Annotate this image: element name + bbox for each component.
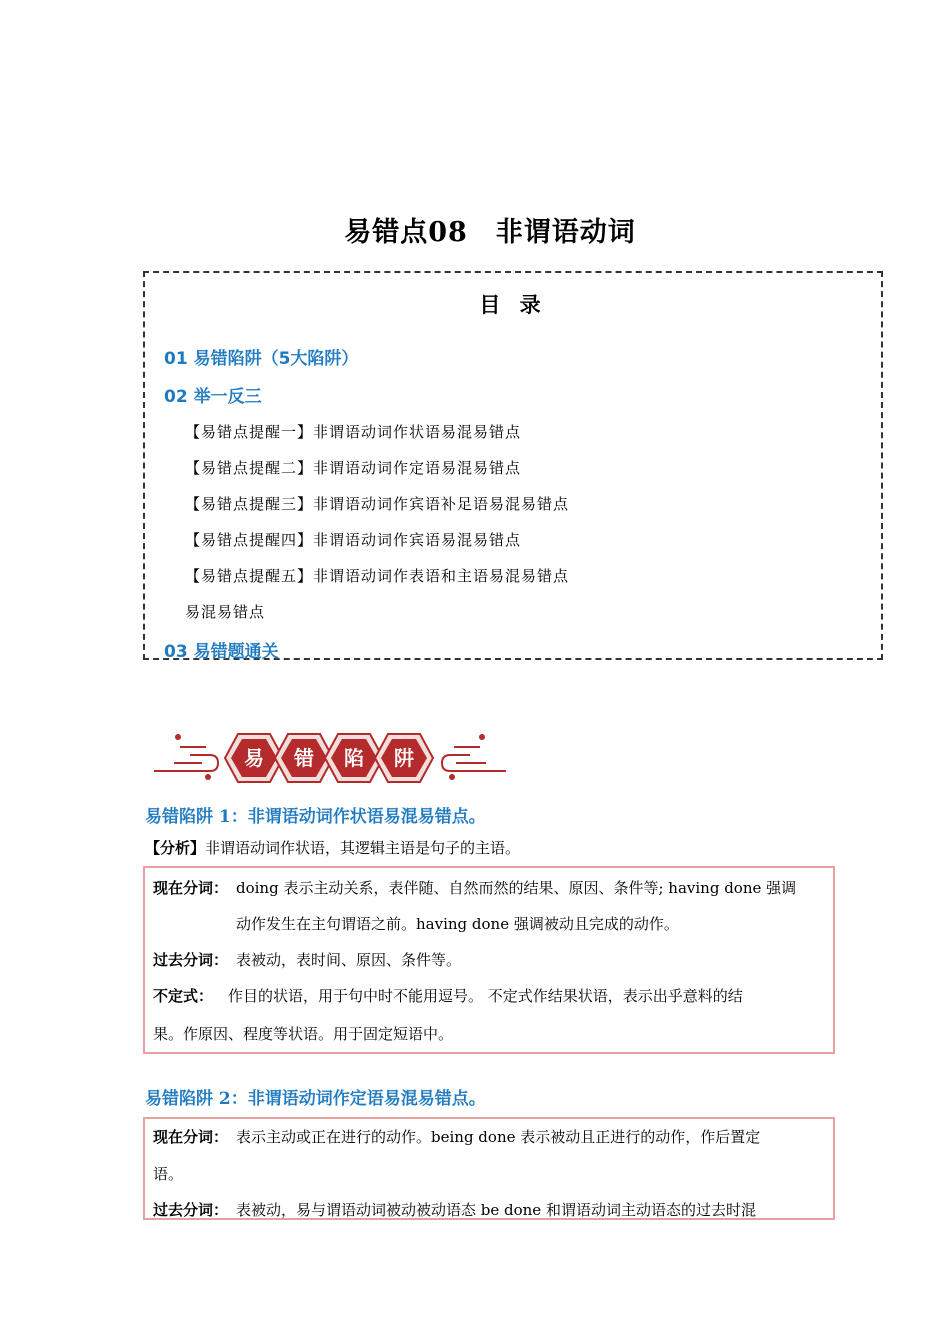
past-participle-label: 过去分词：	[153, 1201, 229, 1219]
trap-1-analysis	[145, 837, 520, 858]
trap-2-rule-box	[143, 1117, 835, 1220]
toc-section-link[interactable]: 01 易错陷阱（5大陷阱）	[164, 349, 359, 369]
banner-dot	[479, 734, 485, 740]
infinitive-text: 作目的状语，用于句中时不能用逗号。 不定式作结果状语，表示出乎意料的结	[228, 987, 743, 1005]
banner-hexagon	[375, 734, 433, 782]
analysis-label: 【分析】	[145, 839, 206, 857]
banner-dot	[175, 734, 181, 740]
present-participle-text: 动作发生在主句谓语之前。having done 强调被动且完成的动作。	[236, 915, 679, 933]
present-participle-text: 语。	[153, 1165, 184, 1183]
infinitive-text: 果。作原因、程度等状语。用于固定短语中。	[153, 1025, 454, 1043]
banner-char: 阱	[394, 746, 414, 770]
toc-section-link[interactable]: 03 易错题通关	[164, 642, 279, 662]
past-participle-text: 表被动，表时间、原因、条件等。	[236, 951, 462, 969]
past-participle-label: 过去分词：	[153, 951, 229, 969]
toc-item-link[interactable]: 【易错点提醒三】非谓语动词作宾语补足语易混易错点	[185, 495, 570, 513]
present-participle-label: 现在分词：	[153, 879, 229, 897]
trap-1-heading: 易错陷阱 1：非谓语动词作状语易混易错点。	[145, 807, 486, 827]
page-title: 易错点08 非谓语动词	[344, 217, 636, 248]
present-participle-text: 表示主动或正在进行的动作。being done 表示被动且正进行的动作，作后置定	[236, 1128, 761, 1146]
toc-item-link[interactable]: 易混易错点	[185, 603, 266, 621]
toc-item-link[interactable]: 【易错点提醒五】非谓语动词作表语和主语易混易错点	[185, 567, 570, 585]
analysis-text: 非谓语动词作状语，其逻辑主语是句子的主语。	[205, 839, 521, 857]
toc-heading: 目 录	[479, 292, 547, 317]
banner-char: 易	[244, 746, 264, 770]
section-banner	[150, 727, 510, 787]
past-participle-text: 表被动，易与谓语动词被动被动语态 be done 和谓语动词主动语态的过去时混	[236, 1201, 756, 1219]
table-of-contents	[143, 271, 883, 660]
banner-char: 错	[294, 746, 314, 770]
toc-section-link[interactable]: 02 举一反三	[164, 387, 262, 407]
present-participle-label: 现在分词：	[153, 1128, 229, 1146]
banner-dot	[205, 774, 211, 780]
banner-char: 陷	[344, 746, 364, 770]
banner-dot	[449, 774, 455, 780]
banner-right-ornament	[442, 747, 506, 771]
toc-item-link[interactable]: 【易错点提醒二】非谓语动词作定语易混易错点	[185, 459, 522, 477]
trap-1-rule-box	[143, 866, 835, 1054]
present-participle-text: doing 表示主动关系，表伴随、自然而然的结果、原因、条件等; having done 强调	[236, 879, 797, 897]
trap-2-heading: 易错陷阱 2：非谓语动词作定语易混易错点。	[145, 1089, 486, 1109]
infinitive-label: 不定式：	[153, 987, 214, 1005]
toc-item-link[interactable]: 【易错点提醒四】非谓语动词作宾语易混易错点	[185, 531, 522, 549]
banner-left-ornament	[154, 747, 218, 771]
toc-item-link[interactable]: 【易错点提醒一】非谓语动词作状语易混易错点	[185, 423, 522, 441]
